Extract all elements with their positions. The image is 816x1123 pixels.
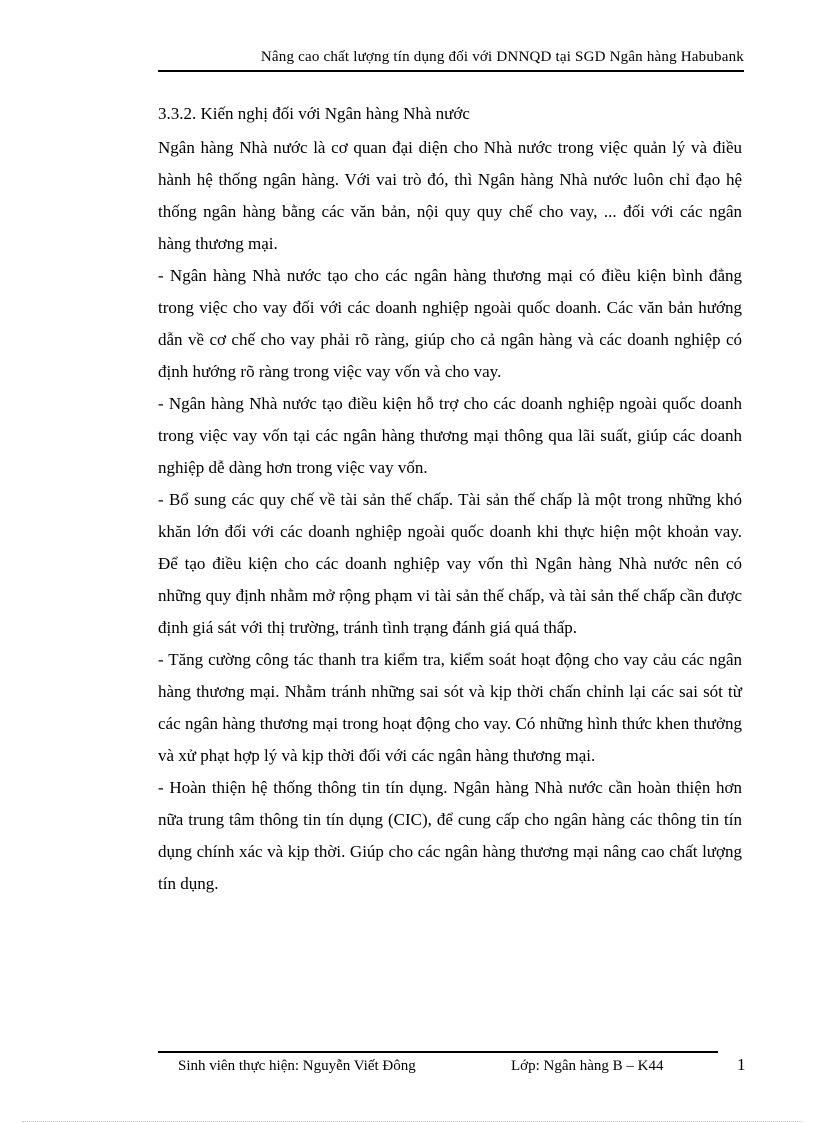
paragraph: - Ngân hàng Nhà nước tạo cho các ngân hàng thương mại có điều kiện bình đẳng trong việc cho vay đối với các doanh nghiệp ngoài quốc doanh. Các văn bản hướng dẫn về cơ chế cho vay phải rõ ràng, giúp cho cả ngân hàng và các doanh nghiệp có định hướng rõ ràng trong việc vay vốn và cho vay. <box>158 266 742 381</box>
body-text <box>158 102 742 900</box>
header-rule <box>158 70 744 72</box>
paragraph: Ngân hàng Nhà nước là cơ quan đại diện cho Nhà nước trong việc quản lý và điều hành hệ thống ngân hàng. Với vai trò đó, thì Ngân hàng Nhà nước luôn chỉ đạo hệ thống ngân hàng bằng các văn bản, nội quy quy chế cho vay, ... đối với các ngân hàng thương mại. <box>158 138 742 253</box>
footer-student: Sinh viên thực hiện: Nguyễn Viết Đông <box>178 1058 416 1074</box>
section-heading: 3.3.2. Kiến nghị đối với Ngân hàng Nhà nước <box>158 104 470 123</box>
paragraph: - Ngân hàng Nhà nước tạo điều kiện hỗ trợ cho các doanh nghiệp ngoài quốc doanh trong việc vay vốn tại các ngân hàng thương mại thông qua lãi suất, giúp các doanh nghiệp dễ dàng hơn trong việc vay vốn. <box>158 394 742 477</box>
footer-class: Lớp: Ngân hàng B – K44 <box>511 1058 664 1074</box>
running-header: Nâng cao chất lượng tín dụng đối với DNNQD tại SGD Ngân hàng Habubank <box>260 49 744 65</box>
paragraph: - Bổ sung các quy chế về tài sản thế chấp. Tài sản thế chấp là một trong những khó khăn lớn đối với các doanh nghiệp ngoài quốc doanh khi thực hiện một khoản vay. Để tạo điều kiện cho các doanh nghiệp vay vốn thì Ngân hàng Nhà nước nên có những quy định nhằm mở rộng phạm vi tài sản thế chấp, và tài sản thế chấp cần được định giá sát với thị trường, tránh tình trạng đánh giá quá thấp. <box>158 490 742 637</box>
footer-rule <box>158 1051 718 1053</box>
paragraph: - Hoàn thiện hệ thống thông tin tín dụng. Ngân hàng Nhà nước cần hoàn thiện hơn nữa trung tâm thông tin tín dụng (CIC), để cung cấp cho ngân hàng các thông tin tín dụng chính xác và kịp thời. Giúp cho các ngân hàng thương mại nâng cao chất lượng tín dụng. <box>158 778 742 893</box>
page-boundary-line <box>22 1121 802 1122</box>
paragraph: - Tăng cường công tác thanh tra kiểm tra, kiểm soát hoạt động cho vay cảu các ngân hàng thương mại. Nhằm tránh những sai sót và kịp thời chấn chỉnh lại các sai sót từ các ngân hàng thương mại trong hoạt động cho vay. Có những hình thức khen thưởng và xử phạt hợp lý và kịp thời đối với các ngân hàng thương mại. <box>158 650 742 765</box>
page-number: 1 <box>737 1055 746 1074</box>
